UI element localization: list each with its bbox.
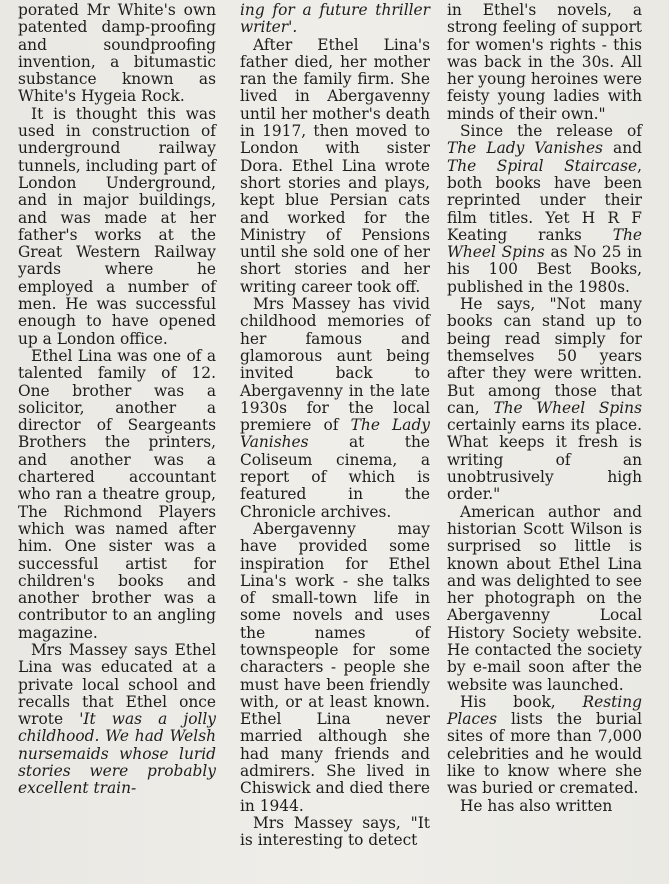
film-title: The Spiral Staircase [447, 156, 638, 175]
paragraph: After Ethel Lina's father died, her mother ran the family firm. She lived in Abergavenny until her mother's death in 1917, then moved to London with sister Dora. Ethel Lina wrote short stories and plays, kept blue Persian cats and worked for the Ministry of Pensions until she sold one of her short stories and her writing career took off. [240, 35, 430, 296]
film-title: The Lady Vanishes [240, 416, 431, 452]
paragraph-text: and [602, 139, 642, 158]
paragraph [447, 123, 642, 296]
paragraph-text: as No 25 in his 100 Best Books, published in the 1980s. [447, 243, 643, 296]
quote-italic: ing for a future thriller writer'. [240, 1, 430, 37]
paragraph: Abergavenny may have provided some inspiration for Ethel Lina's work - she talks of small-town life in some novels and uses the names of townspeople for some characters - people she must have been friendly with, or at least known. Ethel Lina never married although she had many friends and admirers. She lived in Chiswick and died there in 1944. [240, 519, 430, 815]
paragraph: American author and historian Scott Wilson is surprised so little is known about Ethel Lina and was delighted to see her photograph on the Abergavenny Local History Society website. He contacted the society by e-mail soon after the website was launched. [447, 502, 642, 694]
paragraph [18, 642, 216, 798]
paragraph-text: Mrs Massey has vivid childhood memories of her famous and glamorous aunt being invited back to Abergavenny in the late 1930s for the local premiere of [240, 295, 430, 435]
paragraph: porated Mr White's own patented damp-proofing and soundproofing invention, a bitumastic substance known as White's Hygeia Rock. [18, 1, 216, 106]
paragraph [240, 296, 430, 521]
paragraph: in Ethel's novels, a strong feeling of support for women's rights - this was back in the 30s. All her young heroines were feisty young ladies with minds of their own." [447, 1, 642, 123]
article-column-1 [18, 2, 216, 798]
paragraph-text: , both books have been reprinted under their film titles. Yet H R F Keating ranks [447, 156, 642, 244]
paragraph [447, 296, 642, 504]
article-column-2 [240, 2, 430, 850]
paragraph-text: He says, "Not many books can stand up to being read simply for themselves 50 years after they were written. But among those that can, [447, 295, 642, 417]
paragraph-text: at the Coliseum cinema, a report of which is featured in the Chronicle archives. [240, 433, 430, 521]
paragraph [447, 694, 642, 798]
paragraph-text: certainly earns its place. What keeps it fresh is writing of an unobtrusively high order." [447, 416, 642, 504]
paragraph: He has also written [460, 796, 613, 815]
book-title: The Wheel Spins [447, 225, 642, 262]
paragraph-text: Since the release of [460, 122, 642, 141]
paragraph-text: Mrs Massey says Ethel Lina was educated at a private local school and recalls that Ethel once wrote [18, 640, 216, 729]
book-title: The Wheel Spins [493, 398, 642, 417]
paragraph-text: lists the burial sites of more than 7,000 celebrities and he would like to know where she was buried or cremated. [447, 710, 642, 798]
book-title: Resting Places [447, 692, 642, 729]
paragraph-text: His book, [460, 692, 583, 711]
quote-italic: 'It was a jolly childhood. We had Welsh nursemaids whose lurid stories were probably excellent train- [18, 710, 216, 798]
paragraph: Mrs Massey says, "It is interesting to detect [240, 813, 430, 850]
film-title: The Lady Vanishes [447, 139, 603, 158]
paragraph: It is thought this was used in construction of underground railway tunnels, including part of London Underground, and in major buildings, and was made at her father's works at the Great Western Railway yards where he employed a number of men. He was successful enough to have opened up a London office. [18, 104, 216, 348]
article-column-3 [447, 2, 642, 815]
paragraph: Ethel Lina was one of a talented family of 12. One brother was a solicitor, another a director of Seargeants Brothers the printers, and another was a chartered accountant who ran a theatre group, The Richmond Players which was named after him. One sister was a successful artist for children's books and another brother was a contributor to an angling magazine. [18, 346, 216, 642]
